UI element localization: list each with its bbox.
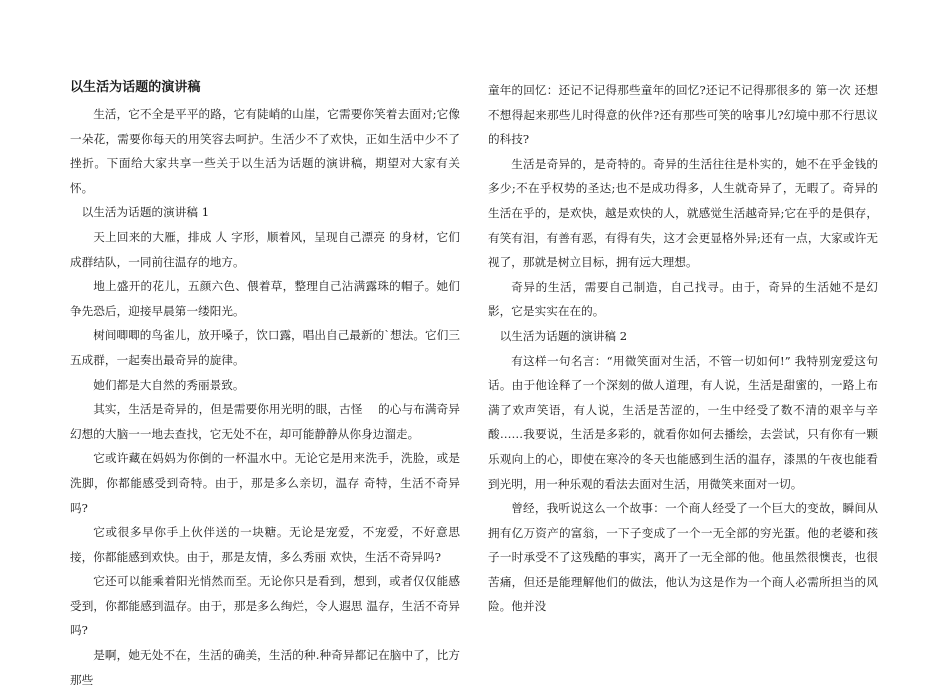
paragraph: 曾经，我听说这么一个故事：一个商人经受了一个巨大的变故，瞬间从拥有亿万资产的富翁，一下子变成了一个一无全部的穷光蛋。他的老婆和孩子一时承受不了这残酷的事实，离开了一无全部的他。他虽然很懊丧，也很苦痛，但还是能理解他们的做法，他认为这是作为一个商人必需所担当的风险。他并没 bbox=[488, 501, 878, 614]
paragraph: 天上回来的大雁，排成 人 字形，顺着风，呈现自己漂亮 的身材，它们成群结队，一同前往温存的地方。 bbox=[70, 229, 460, 269]
document-title: 以生活为话题的演讲稿 bbox=[70, 80, 201, 95]
paragraph: 地上盛开的花儿，五颜六色、偎着草，整理自己沾满露珠的帽子。她们争先恐后，迎接早晨第一缕阳光。 bbox=[70, 279, 460, 318]
paragraph: 奇异的生活，需要自己制造，自己找寻。由于，奇异的生活她不是幻影，它是实实在在的。 bbox=[488, 279, 878, 319]
paragraph: 它还可以能乘着阳光悄然而至。无论你只是看到，想到，或者仅仅能感受到，你都能感到温存。由于，那是多么绚烂，令人遐思 温存，生活不奇异吗? bbox=[70, 574, 460, 638]
paragraph: 生活，它不全是平平的路，它有陡峭的山崖，它需要你笑着去面对;它像一朵花，需要你每天的用笑容去呵护。生活少不了欢快，正如生活中少不了挫折。下面给大家共享一些关于以生活为话题的演讲稿，期望对大家有关怀。 bbox=[70, 107, 460, 195]
left-column bbox=[70, 78, 460, 692]
paragraph: 它或很多早你手上伙伴送的一块糖。无论是宠爱，不宠爱，不好意思接，你都能感到欢快。由于，那是友情，多么秀丽 欢快，生活不奇异吗? bbox=[70, 525, 460, 564]
paragraph: 其实，生活是奇异的，但是需要你用光明的眼，古怪 的心与布满奇异幻想的大脑一一地去查找，它无处不在，却可能静静从你身边溜走。 bbox=[70, 402, 460, 441]
paragraph: 童年的回忆：还记不记得那些童年的回忆?还记不记得那很多的 第一次 还想不想得起来那些儿时得意的伙伴?还有那些可笑的啥事儿?幻境中那不行思议的科技? bbox=[488, 83, 878, 147]
paragraph: 是啊，她无处不在，生活的确美，生活的种.种奇异都记在脑中了，比方那些 bbox=[70, 648, 460, 687]
paragraph: 她们都是大自然的秀丽景致。 bbox=[93, 377, 245, 392]
paragraph: 树间唧唧的鸟雀儿，放开嗓子，饮口露，唱出自己最新的`想法。它们三五成群，一起奏出最奇异的旋律。 bbox=[70, 328, 460, 367]
right-column bbox=[488, 78, 878, 619]
paragraph: 有这样一句名言：“用微笑面对生活，不管一切如何!” 我特别宠爱这句话。由于他诠释了一个深刻的做人道理，有人说，生活是甜蜜的，一路上布满了欢声笑语，有人说，生活是苦涩的，一生中经受了数不清的艰辛与辛酸……我要说，生活是多彩的，就看你如何去播绘，去尝试，只有你有一颗乐观向上的心，即使在寒冷的冬天也能感到生活的温存，漆黑的午夜也能看到光明，用一种乐观的看法去面对生活，用微笑来面对一切。 bbox=[488, 353, 878, 491]
right-paragraphs bbox=[488, 78, 878, 619]
paragraph: 它或许藏在妈妈为你倒的一杯温水中。无论它是用来洗手，洗脸，或是洗脚，你都能感受到奇特。由于，那是多么亲切，温存 奇特，生活不奇异吗? bbox=[70, 451, 460, 515]
left-paragraphs bbox=[70, 102, 460, 692]
section-heading: 以生活为话题的演讲稿 2 bbox=[499, 328, 628, 343]
paragraph: 生活是奇异的，是奇特的。奇异的生活往往是朴实的，她不在乎金钱的多少;不在乎权势的圣达;也不是成功得多，人生就奇异了，无暇了。奇异的生活在乎的，是欢快，越是欢快的人，就感觉生活越奇异;它在乎的是俱存，有笑有泪，有善有恶，有得有失，这才会更显格外异;还有一点，大家或许无视了，那就是树立目标，拥有远大理想。 bbox=[488, 156, 878, 270]
section-heading: 以生活为话题的演讲稿 1 bbox=[81, 205, 210, 220]
